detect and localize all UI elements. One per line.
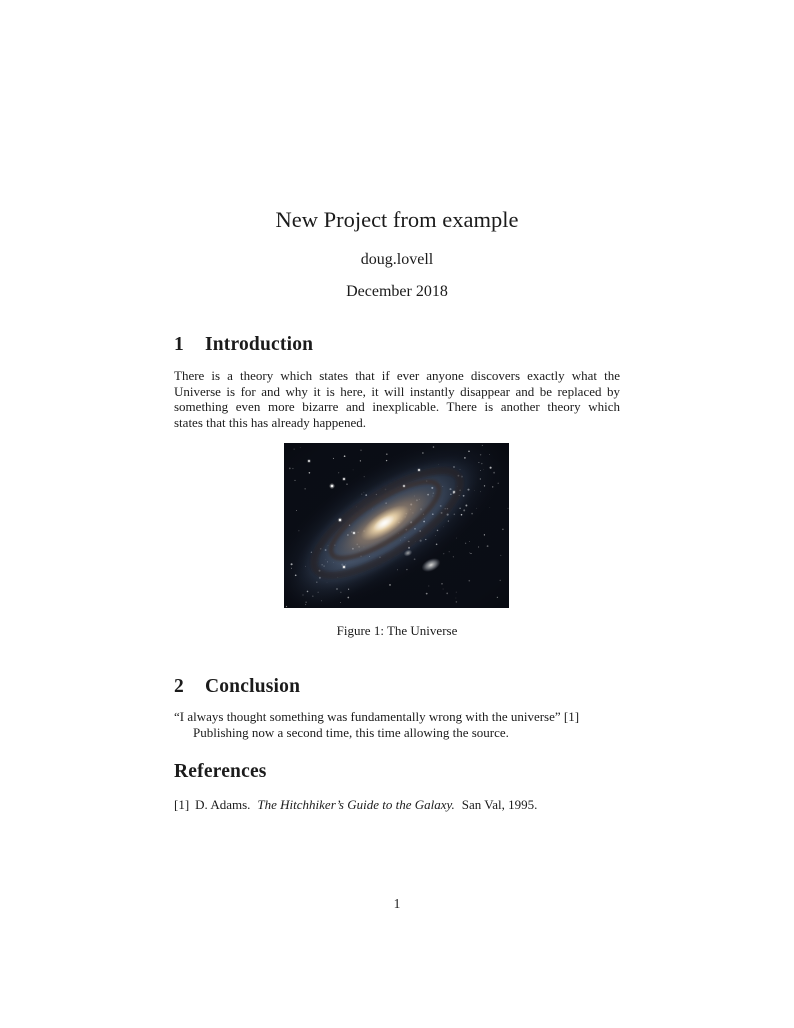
introduction-paragraph — [174, 368, 620, 430]
reference-authors: D. Adams. — [195, 797, 251, 812]
reference-entry — [174, 797, 644, 813]
paragraph-line: Universe is for and why it is here, it will instantly disappear and be replaced by — [174, 383, 620, 399]
reference-title-italic: The Hitchhiker’s Guide to the Galaxy. — [257, 797, 455, 812]
paragraph-line: states that this has already happened. — [174, 414, 367, 430]
document-title: New Project from example — [275, 207, 519, 232]
photo-vignette — [284, 443, 509, 608]
section-heading-conclusion — [174, 675, 626, 699]
document-author: doug.lovell — [360, 251, 434, 268]
section-title: Introduction — [204, 334, 314, 355]
document-date: December 2018 — [346, 283, 448, 300]
section-number: 2 — [174, 676, 184, 697]
paragraph-line: Publishing now a second time, this time allowing the source. — [193, 724, 509, 740]
reference-label: [1] — [174, 797, 190, 812]
galaxy-image — [284, 443, 509, 608]
figure-caption: Figure 1: The Universe — [336, 623, 458, 638]
references-heading: References — [174, 761, 267, 782]
page-number: 1 — [393, 896, 401, 911]
paragraph-line: There is a theory which states that if ever anyone discovers exactly what the — [174, 368, 620, 383]
section-heading-introduction — [174, 333, 626, 357]
section-number: 1 — [174, 334, 184, 355]
conclusion-paragraph — [174, 709, 620, 740]
section-title: Conclusion — [204, 676, 301, 697]
figure-1 — [284, 443, 509, 608]
paragraph-line: “I always thought something was fundamentally wrong with the universe” [1] — [174, 709, 580, 724]
paragraph-line: something even more bizarre and inexplicable. There is another theory which — [174, 399, 620, 414]
reference-publisher: San Val, 1995. — [461, 797, 538, 812]
